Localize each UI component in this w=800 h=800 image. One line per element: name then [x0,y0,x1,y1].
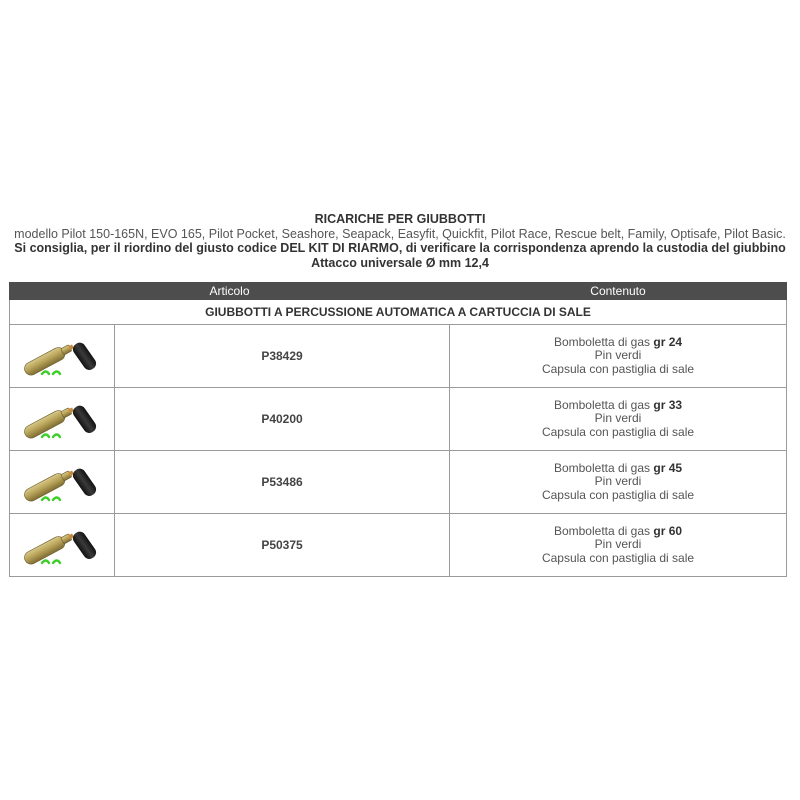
pin-line: Pin verdi [594,474,642,489]
gas-line [450,462,786,476]
gas-line [450,399,786,413]
product-image-cell [10,388,115,451]
gas-line [450,525,786,539]
document-header [0,212,800,270]
capsule-line: Capsula con pastiglia di sale [541,361,695,376]
advice-text-kit: DEL KIT DI RIARMO [280,241,399,255]
attachment-spec: Attacco universale Ø mm 12,4 [311,255,489,270]
gas-cartridge-kit-icon [20,394,104,444]
article-code: P40200 [115,388,450,451]
column-header-content: Contenuto [450,283,787,300]
compatible-models: modello Pilot 150-165N, EVO 165, Pilot Pocket, Seashore, Seapack, Easyfit, Quickfit, Pilot Race, Rescue belt, Family, Optisafe, Pilot Basic. [14,226,786,241]
gas-label: Bomboletta di gas [553,397,654,412]
gas-label: Bomboletta di gas [553,523,654,538]
gas-weight: gr 24 [653,334,683,349]
product-image-cell [10,451,115,514]
pin-line: Pin verdi [594,537,642,552]
article-code: P50375 [115,514,450,577]
product-image-cell [10,325,115,388]
section-row [10,300,787,325]
pin-line: Pin verdi [594,411,642,426]
content-cell [450,325,787,388]
gas-cartridge-kit-icon [20,520,104,570]
pin-line: Pin verdi [594,348,642,363]
products-table [9,282,787,577]
advice-text-post: , di verificare la corrispondenza aprendo la custodia del giubbino [398,241,786,255]
table-row-P50375 [10,514,787,577]
capsule-line: Capsula con pastiglia di sale [541,424,695,439]
product-image-cell [10,514,115,577]
section-title: GIUBBOTTI A PERCUSSIONE AUTOMATICA A CARTUCCIA DI SALE [10,300,787,325]
gas-weight: gr 45 [653,460,683,475]
capsule-line: Capsula con pastiglia di sale [541,487,695,502]
document-title: RICARICHE PER GIUBBOTTI [314,212,486,226]
content-cell [450,514,787,577]
gas-line [450,336,786,350]
column-header-article: Articolo [10,283,450,300]
table-row-P53486 [10,451,787,514]
article-code: P38429 [115,325,450,388]
gas-cartridge-kit-icon [20,457,104,507]
reorder-advice [0,241,800,256]
table-row-P38429 [10,325,787,388]
advice-text-pre: Si consiglia, per il riordino del giusto codice [14,241,281,255]
article-code: P53486 [115,451,450,514]
table-row-P40200 [10,388,787,451]
gas-label: Bomboletta di gas [553,460,654,475]
table-header-row [10,283,787,300]
capsule-line: Capsula con pastiglia di sale [541,550,695,565]
gas-cartridge-kit-icon [20,331,104,381]
gas-label: Bomboletta di gas [553,334,654,349]
gas-weight: gr 60 [653,523,683,538]
gas-weight: gr 33 [653,397,683,412]
content-cell [450,388,787,451]
content-cell [450,451,787,514]
